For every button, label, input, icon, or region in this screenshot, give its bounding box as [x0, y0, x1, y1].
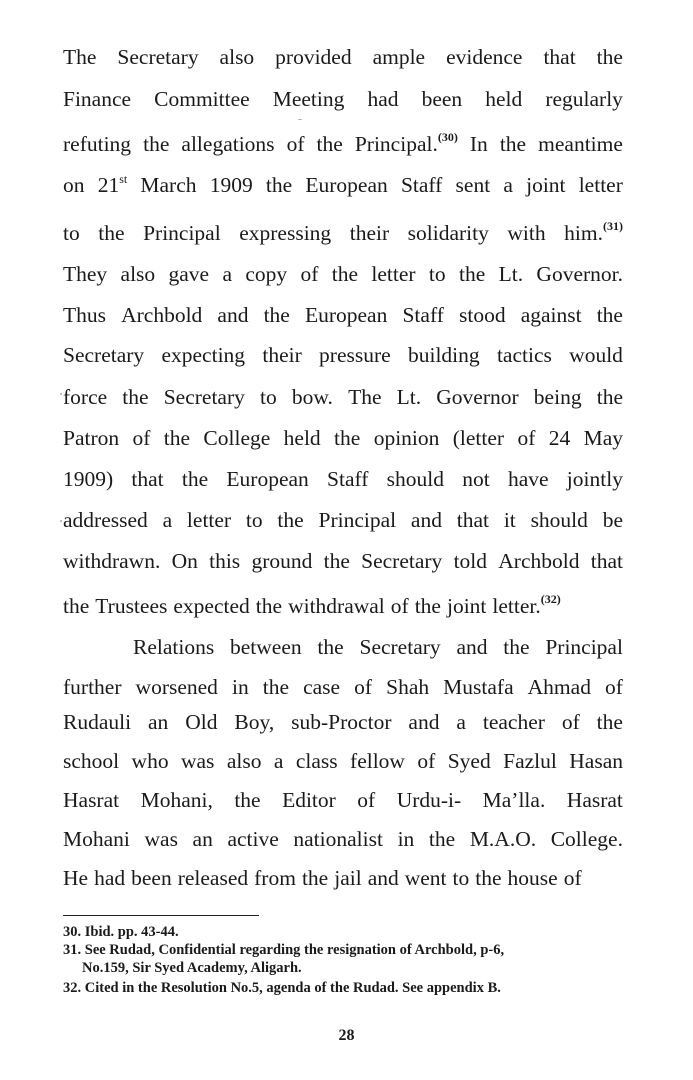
word: with — [507, 221, 546, 245]
word: of — [286, 132, 305, 156]
word: expected — [173, 594, 250, 618]
word: ground — [251, 549, 313, 573]
word: worsened — [135, 675, 218, 699]
word: provided — [275, 45, 352, 69]
word: the — [323, 549, 350, 573]
word: tactics — [496, 343, 552, 367]
word: Principal — [545, 635, 623, 659]
word: had — [367, 87, 399, 111]
word: and — [217, 303, 249, 327]
word: letter — [578, 173, 623, 197]
body-line — [63, 345, 623, 367]
word: Secretary — [117, 45, 199, 69]
word: have — [507, 467, 549, 491]
word: school — [63, 749, 120, 773]
word: Governor. — [536, 262, 623, 286]
word: active — [227, 827, 279, 851]
word: the — [63, 594, 90, 618]
word: and — [410, 508, 442, 532]
word: evidence — [446, 45, 523, 69]
word: sent — [455, 173, 491, 197]
word: M.A.O. — [469, 827, 537, 851]
word: that — [590, 549, 623, 573]
word: that — [543, 45, 576, 69]
word: in — [397, 827, 415, 851]
word: copy — [245, 262, 288, 286]
word: released — [177, 866, 249, 890]
word: class — [295, 749, 338, 773]
word: Principal — [318, 508, 397, 532]
word: The — [63, 45, 97, 69]
word: Principal — [143, 221, 221, 245]
word: the — [596, 710, 623, 734]
word: Lt. — [396, 385, 422, 409]
word: Secretary — [359, 635, 441, 659]
body-line — [63, 677, 623, 699]
word: Staff — [327, 467, 369, 491]
word: Ahmad — [527, 675, 591, 699]
word: to — [245, 508, 263, 532]
word: a — [456, 710, 466, 734]
body-line — [63, 130, 623, 156]
body-line — [63, 469, 623, 491]
word: should — [386, 467, 445, 491]
word: and — [456, 635, 488, 659]
word: 1909 — [209, 173, 253, 197]
word: held — [485, 87, 523, 111]
word: also — [120, 262, 156, 286]
word: He — [63, 866, 89, 890]
body-line — [63, 551, 623, 573]
word: further — [63, 675, 122, 699]
word: bow. — [291, 385, 333, 409]
body-line — [63, 751, 623, 773]
word: In — [469, 132, 488, 156]
word: the — [596, 385, 623, 409]
word: of — [390, 594, 409, 618]
word: gave — [168, 262, 210, 286]
word: College. — [550, 827, 623, 851]
scan-speck — [298, 119, 302, 120]
word: an — [192, 827, 213, 851]
word: regularly — [545, 87, 623, 111]
body-line — [63, 264, 623, 286]
word: the — [277, 508, 304, 532]
word: fellow — [350, 749, 405, 773]
word: the — [122, 385, 149, 409]
body-line — [63, 305, 623, 327]
word: this — [209, 549, 241, 573]
word: refuting — [63, 132, 132, 156]
word: the — [428, 827, 456, 851]
word: of — [300, 262, 319, 286]
word: March — [140, 173, 197, 197]
word: sub-Proctor — [291, 710, 392, 734]
ordinal-suffix: st — [119, 172, 128, 186]
word: Relations — [133, 635, 215, 659]
word: Secretary — [361, 549, 443, 573]
word: the — [262, 675, 290, 699]
word: joint — [446, 594, 487, 618]
word: be — [602, 508, 623, 532]
footnote-divider — [63, 915, 259, 916]
footnote-ref: (31) — [603, 219, 623, 233]
word: May — [583, 426, 623, 450]
word: not — [462, 467, 490, 491]
word: European — [226, 467, 309, 491]
word: the — [458, 262, 486, 286]
word: On — [171, 549, 198, 573]
word: between — [230, 635, 302, 659]
word: also — [226, 749, 262, 773]
body-line — [63, 592, 623, 618]
word: expressing — [239, 221, 332, 245]
word: the — [596, 303, 623, 327]
word: to — [260, 385, 277, 409]
word: the — [234, 788, 261, 812]
body-line — [133, 637, 623, 659]
word: pressure — [319, 343, 391, 367]
word: withdrawn. — [63, 549, 161, 573]
word: a — [273, 749, 284, 773]
word: the — [265, 173, 293, 197]
word: the — [316, 132, 343, 156]
word: an — [148, 710, 169, 734]
word: Lt. — [498, 262, 524, 286]
word: of — [354, 675, 373, 699]
word: was — [144, 827, 178, 851]
page-number: 28 — [338, 1027, 355, 1044]
word: European — [304, 303, 388, 327]
body-line — [63, 172, 623, 197]
body-line — [63, 790, 623, 812]
footnote-ref: (30) — [437, 130, 458, 144]
word: their — [262, 343, 302, 367]
word: solidarity — [407, 221, 489, 245]
word: went — [404, 866, 447, 890]
word: in — [231, 675, 249, 699]
word: the — [98, 221, 125, 245]
word: on — [63, 173, 85, 197]
word: Hasrat — [566, 788, 623, 812]
body-line — [63, 428, 623, 450]
word: was — [180, 749, 215, 773]
word: of — [563, 866, 582, 890]
word: should — [530, 508, 588, 532]
word: of — [132, 426, 151, 450]
body-line — [63, 829, 623, 851]
word: the — [499, 132, 527, 156]
word: letter.$^{(32)}$ — [492, 592, 561, 618]
word: Principal.$^{(30)}$ — [354, 130, 458, 156]
word: Archbold — [121, 303, 203, 327]
word: Archbold — [498, 549, 580, 573]
word: building — [407, 343, 480, 367]
word: had — [94, 866, 126, 890]
footnote: No.159, Sir Syed Academy, Aligarh. — [82, 960, 302, 976]
word: withdrawal — [288, 594, 385, 618]
word: the — [331, 262, 359, 286]
word: Thus — [63, 303, 106, 327]
word: force — [63, 385, 108, 409]
word: of — [517, 426, 536, 450]
scan-speck — [60, 393, 62, 395]
word: Staff — [402, 303, 444, 327]
word: been — [131, 866, 172, 890]
word: (letter — [452, 426, 505, 450]
word: jail — [334, 866, 362, 890]
word: house — [507, 866, 558, 890]
body-line — [63, 387, 623, 409]
word: Secretary — [163, 385, 245, 409]
word: against — [520, 303, 582, 327]
word: The — [348, 385, 382, 409]
word: ample — [372, 45, 426, 69]
word: Mustafa — [443, 675, 514, 699]
word: from — [254, 866, 296, 890]
word: letter — [186, 508, 232, 532]
word: of — [357, 788, 376, 812]
footnote: 32. Cited in the Resolution No.5, agenda of the Rudad. See appendix B. — [63, 980, 501, 996]
body-line — [63, 868, 623, 890]
word: meantime — [538, 132, 623, 156]
word: College — [203, 426, 271, 450]
word: to — [63, 221, 80, 245]
word: the — [163, 426, 191, 450]
word: Editor — [282, 788, 336, 812]
word: expecting — [161, 343, 246, 367]
word: Hasan — [569, 749, 623, 773]
word: and — [408, 710, 440, 734]
word: Ma’lla. — [482, 788, 546, 812]
word: the — [414, 594, 441, 618]
word: that — [131, 467, 164, 491]
word: the — [301, 866, 329, 890]
word: allegations — [181, 132, 275, 156]
word: their — [349, 221, 390, 245]
word: the — [596, 45, 623, 69]
word: the — [503, 635, 530, 659]
word: to — [428, 262, 446, 286]
word: a — [222, 262, 232, 286]
word: a — [162, 508, 173, 532]
body-line — [63, 510, 623, 532]
word: and — [367, 866, 399, 890]
word: of — [605, 675, 623, 699]
word: addressed — [63, 508, 148, 532]
word: who — [131, 749, 169, 773]
word: case — [303, 675, 341, 699]
word: opinion — [373, 426, 440, 450]
word: to — [452, 866, 470, 890]
word: Fazlul — [503, 749, 557, 773]
word: being — [533, 385, 582, 409]
word: joint — [526, 173, 566, 197]
body-line — [63, 47, 623, 69]
word: Staff — [400, 173, 443, 197]
word: Patron — [63, 426, 120, 450]
word: 1909) — [63, 467, 114, 491]
word: Mohani, — [140, 788, 213, 812]
word: the — [317, 635, 344, 659]
word: letter — [371, 262, 416, 286]
word: the — [143, 132, 170, 156]
word: the — [334, 426, 361, 450]
word: been — [421, 87, 463, 111]
word: that — [456, 508, 490, 532]
word: the — [181, 467, 209, 491]
word: Governor — [436, 385, 519, 409]
word: told — [453, 549, 488, 573]
word: him.$^{(31)}$ — [564, 219, 623, 245]
scan-speck — [60, 520, 62, 522]
word: Urdu-i- — [396, 788, 462, 812]
word: also — [219, 45, 255, 69]
word: Secretary — [63, 343, 145, 367]
word: stood — [458, 303, 506, 327]
word: Committee — [154, 87, 250, 111]
body-line — [63, 219, 623, 245]
word: 24 — [548, 426, 571, 450]
word: jointly — [566, 467, 623, 491]
body-line — [63, 89, 623, 111]
word: would — [569, 343, 623, 367]
footnote: 30. Ibid. pp. 43-44. — [63, 924, 179, 940]
footnote: 31. See Rudad, Confidential regarding the resignation of Archbold, p-6, — [63, 942, 505, 958]
word: the — [255, 594, 283, 618]
word: They — [63, 262, 108, 286]
word: 21st — [97, 172, 128, 197]
word: Meeting — [272, 87, 345, 111]
word: Boy, — [234, 710, 275, 734]
word: a — [503, 173, 513, 197]
word: Old — [185, 710, 218, 734]
word: teacher — [482, 710, 545, 734]
word: Rudauli — [63, 710, 132, 734]
body-line — [63, 712, 623, 734]
word: Shah — [386, 675, 430, 699]
word: Hasrat — [63, 788, 120, 812]
word: the — [475, 866, 502, 890]
word: the — [263, 303, 290, 327]
word: European — [305, 173, 388, 197]
word: Mohani — [63, 827, 130, 851]
word: Finance — [63, 87, 132, 111]
word: of — [561, 710, 580, 734]
word: nationalist — [293, 827, 383, 851]
word: of — [417, 749, 436, 773]
word: it — [503, 508, 516, 532]
word: held — [283, 426, 321, 450]
word: Trustees — [95, 594, 168, 618]
word: Syed — [447, 749, 491, 773]
footnote-ref: (32) — [540, 592, 561, 606]
